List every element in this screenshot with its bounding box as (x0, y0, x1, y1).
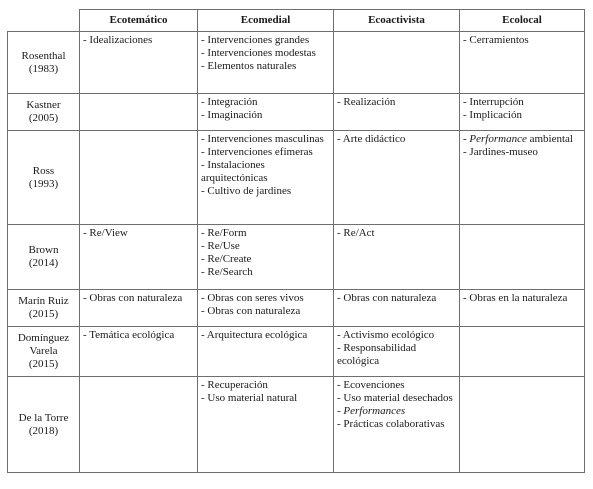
cell-ecomedial (198, 131, 334, 225)
item-prefix: - (463, 133, 470, 145)
author-name: De la Torre (18, 411, 69, 424)
cell-ecomedial (198, 225, 334, 290)
author-name: Brown (28, 244, 59, 256)
list-item: - Re/Search (201, 266, 253, 278)
list-item: - Re/Form (201, 227, 247, 239)
cell-ecotematico (80, 327, 198, 377)
classification-table (7, 9, 585, 473)
list-item: - Obras con naturaleza (201, 305, 301, 317)
list-item (337, 405, 456, 418)
cell-ecotematico (80, 290, 198, 327)
cell-ecotematico (80, 131, 198, 225)
list-item: - Intervenciones masculinas (201, 133, 324, 145)
item-italic: Performance (469, 133, 527, 145)
cell-ecotematico (80, 377, 198, 473)
author-year: (2018) (28, 424, 59, 437)
author-cell (8, 225, 80, 290)
list-item: - Intervenciones modestas (201, 47, 316, 59)
table-row (8, 327, 585, 377)
list-item: - Ecovenciones (337, 379, 405, 391)
cell-ecoactivista (334, 377, 460, 473)
list-item: - Imaginación (201, 109, 263, 121)
author-cell (8, 327, 80, 377)
list-item: - Re/Act (337, 227, 375, 239)
list-item: - Temática ecológica (83, 329, 175, 341)
author-year: (2005) (28, 112, 59, 124)
table-row (8, 94, 585, 131)
table-row (8, 377, 585, 473)
author-year: (1983) (28, 62, 59, 75)
list-item: - Responsabilidad ecológica (337, 342, 417, 367)
header-ecomedial: Ecomedial (198, 10, 334, 32)
list-item: - Activismo ecológico (337, 329, 435, 341)
header-corner (8, 10, 80, 32)
author-name: Rosenthal (21, 49, 66, 62)
item-italic: Performances (343, 405, 406, 417)
cell-ecoactivista (334, 225, 460, 290)
list-item: - Implicación (463, 109, 522, 121)
author-cell (8, 94, 80, 131)
list-item: - Interrupción (463, 96, 524, 108)
list-item: - Obras con seres vivos (201, 292, 304, 304)
item-suffix: ambiental (526, 133, 573, 145)
author-cell (8, 32, 80, 94)
list-item: - Realización (337, 96, 396, 108)
list-item: - Uso material desechados (337, 392, 453, 404)
author-year: (2015) (28, 308, 59, 320)
cell-ecoactivista (334, 94, 460, 131)
cell-ecoactivista (334, 327, 460, 377)
author-name: Ross (32, 164, 55, 177)
list-item: - Re/Use (201, 240, 240, 252)
list-item: - Integración (201, 96, 258, 108)
cell-ecolocal (460, 225, 585, 290)
cell-ecotematico (80, 225, 198, 290)
cell-ecolocal (460, 32, 585, 94)
list-item: - Prácticas colaborativas (337, 418, 445, 430)
list-item: - Arquitectura ecológica (201, 329, 308, 341)
author-year: (1993) (28, 177, 59, 190)
list-item: - Obras con naturaleza (337, 292, 437, 304)
item-prefix: - (337, 405, 344, 417)
cell-ecomedial (198, 290, 334, 327)
author-name: Kastner (26, 99, 61, 111)
list-item: - Jardines-museo (463, 146, 538, 158)
classification-table-container (7, 9, 585, 473)
cell-ecotematico (80, 94, 198, 131)
cell-ecolocal (460, 327, 585, 377)
cell-ecolocal (460, 94, 585, 131)
cell-ecolocal (460, 131, 585, 225)
header-ecotematico: Ecotemático (80, 10, 198, 32)
author-cell (8, 377, 80, 473)
cell-ecoactivista (334, 32, 460, 94)
list-item: - Cultivo de jardines (201, 185, 292, 197)
author-year: (2014) (28, 257, 59, 269)
header-ecoactivista: Ecoactivista (334, 10, 460, 32)
cell-ecolocal (460, 377, 585, 473)
list-item: - Intervenciones efímeras (201, 146, 313, 158)
cell-ecomedial (198, 377, 334, 473)
header-row (8, 10, 585, 32)
list-item: - Cerramientos (463, 34, 529, 46)
list-item: - Elementos naturales (201, 60, 297, 72)
header-ecolocal: Ecolocal (460, 10, 585, 32)
cell-ecomedial (198, 94, 334, 131)
list-item: - Instalaciones arquitectónicas (201, 159, 268, 184)
list-item: - Obras en la naturaleza (463, 292, 568, 304)
list-item: - Uso material natural (201, 392, 298, 404)
author-cell (8, 131, 80, 225)
cell-ecotematico (80, 32, 198, 94)
cell-ecoactivista (334, 290, 460, 327)
list-item: - Obras con naturaleza (83, 292, 183, 304)
list-item: - Idealizaciones (83, 34, 153, 46)
list-item: - Arte didáctico (337, 133, 406, 145)
table-row (8, 131, 585, 225)
table-row (8, 290, 585, 327)
list-item: - Re/View (83, 227, 128, 239)
cell-ecoactivista (334, 131, 460, 225)
author-name: Domínguez Varela (17, 332, 70, 357)
list-item: - Intervenciones grandes (201, 34, 310, 46)
list-item: - Re/Create (201, 253, 252, 265)
author-cell (8, 290, 80, 327)
cell-ecomedial (198, 32, 334, 94)
list-item (463, 133, 581, 146)
author-name: Marín Ruiz (18, 295, 69, 307)
author-year: (2015) (28, 358, 59, 370)
list-item: - Recuperación (201, 379, 268, 391)
table-row (8, 225, 585, 290)
cell-ecolocal (460, 290, 585, 327)
table-row (8, 32, 585, 94)
cell-ecomedial (198, 327, 334, 377)
